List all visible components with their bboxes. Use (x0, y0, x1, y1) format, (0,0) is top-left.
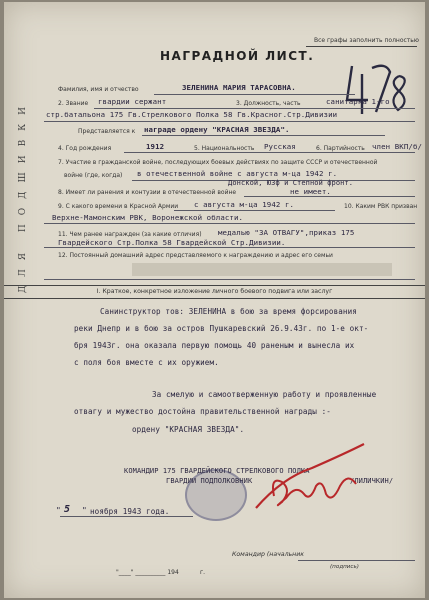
field-6-value: член ВКП/б/ (372, 142, 423, 151)
narrative-line: с поля боя вместе с их оружием. (74, 358, 219, 367)
section-rule (4, 298, 425, 299)
signature-rank: ГВАРДИИ ПОДПОЛКОВНИК (166, 477, 253, 485)
rule (60, 516, 193, 517)
rule (44, 121, 415, 122)
field-12-label: 12. Постоянный домашний адрес представляемого к награждению и адрес его семьи (58, 252, 333, 259)
field-8-label: 8. Имеет ли ранения и контузии в отечественной войне (58, 189, 237, 196)
header-note: Все графы заполнить полностью (314, 37, 419, 44)
header-rule (306, 46, 417, 47)
narrative-line: За смелую и самоотверженную работу и проявленные (152, 390, 377, 399)
signature-name: /ЛИЛИЧКИН/ (350, 477, 394, 485)
narrative-line: реки Днепр и в бою за остров Пушкаревский 26.9.43г. по 1-е окт- (74, 324, 369, 333)
field-7-label-b: войне (где, когда) (64, 172, 123, 179)
rule (154, 94, 355, 95)
rule (142, 135, 385, 136)
field-10-label: 10. Каким РВК призван (344, 203, 418, 210)
document-title: НАГРАДНОЙ ЛИСТ. (160, 49, 315, 63)
date-quote-close: " (82, 506, 87, 515)
field-1-value: ЗЕЛЕНИНА МАРИЯ ТАРАСОВНА. (182, 83, 296, 92)
rule (298, 560, 415, 561)
field-3-value-b: стр.батальона 175 Гв.Стрелкового Полка 58 Гв.Красног.Стр.Дивизии (46, 110, 338, 119)
footer-year-suffix: г. (200, 569, 206, 576)
field-2-value: гвардии сержант (98, 97, 167, 106)
field-4-label: 4. Год рождения (58, 145, 112, 152)
narrative-line: Санинструктор тов: ЗЕЛЕНИНА в бою за время форсирования (100, 307, 357, 316)
field-5-value: Русская (264, 142, 296, 151)
present-label: Представляется к (78, 128, 136, 135)
field-7-value-b: Донской, Ю3ф и Степной фронт. (228, 179, 354, 187)
narrative-line: ордену "КРАСНАЯ ЗВЕЗДА". (132, 425, 245, 434)
redacted-address (132, 263, 392, 276)
field-11-value: медалью "ЗА ОТВАГУ",приказ 175 (218, 228, 355, 237)
field-3-label: 3. Должность, часть (236, 100, 301, 107)
date-quote-open: " (56, 506, 61, 515)
field-11-value-b: Гвардейского Стр.Полка 58 Гвардейской Стр.Дивизии. (58, 238, 286, 247)
field-11-label: 11. Чем ранее награжден (за какие отличия) (58, 231, 202, 238)
footer-signature: (подпись) (330, 564, 359, 570)
date-day: 5 (64, 504, 71, 515)
rule (94, 108, 415, 109)
field-6-label: 6. Партийность (316, 145, 365, 152)
rule (174, 210, 335, 211)
signature-title: КОМАНДИР 175 ГВАРДЕЙСКОГО СТРЕЛКОВОГО ПОЛКА (124, 467, 310, 475)
rule (44, 279, 415, 280)
field-8-value: не имеет. (290, 187, 331, 196)
field-2-label: 2. Звание (58, 100, 89, 107)
narrative-line: отвагу и мужество достойна правительственной награды :- (74, 407, 331, 416)
margin-label: ДЛЯ ПОДШИВКИ (18, 98, 28, 294)
present-value: награде ордену "КРАСНАЯ ЗВЕЗДА". (144, 125, 290, 134)
field-7-value: в отечественной войне с августа м-ца 1942 г. (137, 169, 338, 178)
narrative-line: бря 1943г. она оказала первую помощь 40 раненым и вынесла их (74, 341, 355, 350)
rule (124, 152, 415, 153)
award-sheet (4, 2, 425, 598)
rule (244, 196, 415, 197)
field-1-label: Фамилия, имя и отчество (58, 86, 139, 93)
field-7-label: 7. Участие в гражданской войне, последующих боевых действиях по защите СССР и отечественной (58, 159, 378, 166)
field-4-value: 1912 (146, 142, 165, 151)
red-handwritten-signature (252, 438, 372, 520)
rule (44, 223, 415, 224)
field-9-value: с августа м-ца 1942 г. (194, 200, 295, 209)
footer-commander: Командир (начальник (232, 551, 304, 558)
section-rule (4, 285, 425, 286)
field-5-label: 5. Национальность (194, 145, 255, 152)
field-3-value-a: санитарка 1-го (326, 97, 390, 106)
field-10-value: Верхне-Мамонским РВК, Воронежской области. (52, 213, 244, 222)
footer-date: "____" __________ 194 (116, 569, 179, 576)
rule (44, 247, 415, 248)
date-rest: ноября 1943 года. (90, 507, 170, 516)
field-9-label: 9. С какого времени в Красной Армии (58, 203, 179, 210)
section-heading: I. Краткое, конкретное изложение личного боевого подвига или заслуг (96, 288, 333, 295)
